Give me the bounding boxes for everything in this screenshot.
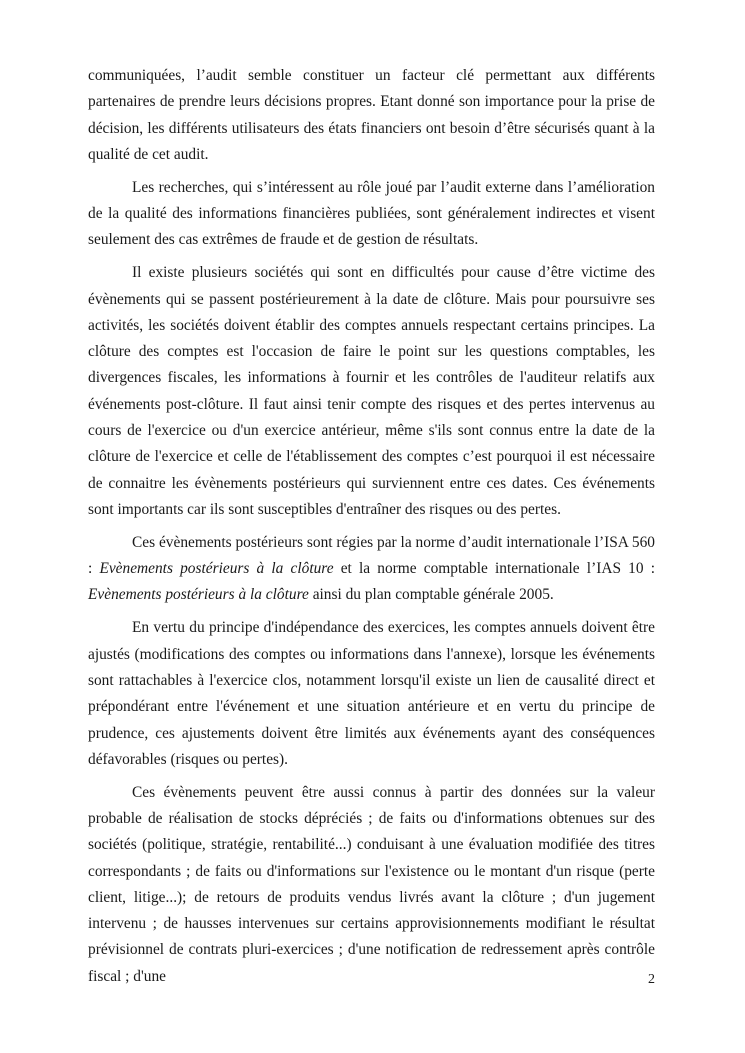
paragraph-1: communiquées, l’audit semble constituer un facteur clé permettant aux différents partenaires de prendre leurs décisions propres. Etant donné son importance pour la prise de décision, les différents utilisateurs des états financiers ont besoin d’être sécurisés quant à la qualité de cet audit. bbox=[88, 67, 655, 163]
paragraph-4-text: ainsi du plan comptable générale 2005. bbox=[308, 586, 554, 604]
paragraph-3: Il existe plusieurs sociétés qui sont en difficultés pour cause d’être victime des évènements qui se passent postérieurement à la date de clôture. Mais pour poursuivre ses activités, les sociétés doivent établir des comptes annuels respectant certains principes. La clôture des comptes est l'occasion de faire le point sur les questions comptables, les divergences fiscales, les informations à fournir et les contrôles de l'auditeur relatifs aux événements post-clôture. Il faut ainsi tenir compte des risques et des pertes intervenus au cours de l'exercice ou d'un exercice antérieur, même s'ils sont connus entre la date de la clôture de l'exercice et celle de l'établissement des comptes c’est pourquoi il est nécessaire de connaitre les évènements postérieurs qui surviennent entre ces dates. Ces événements sont importants car ils sont susceptibles d'entraîner des risques ou des pertes. bbox=[88, 264, 655, 518]
ias-10-title: Evènements postérieurs à la clôture bbox=[88, 586, 309, 604]
paragraph-4 bbox=[88, 530, 655, 609]
body-text bbox=[88, 63, 655, 997]
isa-560-title: Evènements postérieurs à la clôture bbox=[99, 560, 334, 578]
paragraph-4-text: Ces évènements postérieurs sont régies par la norme d’audit internationale l’ISA 560 : bbox=[88, 533, 655, 578]
page-number: 2 bbox=[648, 972, 655, 987]
paragraph-2: Les recherches, qui s’intéressent au rôle joué par l’audit externe dans l’amélioration de la qualité des informations financières publiées, sont généralement indirectes et visent seulement des cas extrêmes de fraude et de gestion de résultats. bbox=[88, 178, 655, 249]
paragraph-4-text: et la norme comptable internationale l’IAS 10 : bbox=[333, 560, 655, 578]
paragraph-6: Ces évènements peuvent être aussi connus à partir des données sur la valeur probable de réalisation de stocks dépréciés ; de faits ou d'informations obtenues sur des sociétés (politique, stratégie, rentabilité...) conduisant à une évaluation modifiée des titres correspondants ; de faits ou d'informations sur l'existence ou le montant d'un risque (perte client, litige...); de retours de produits vendus livrés avant la clôture ; d'un jugement intervenu ; de hausses intervenues sur certains approvisionnements modifiant le résultat prévisionnel de contrats pluri-exercices ; d'une notification de redressement après contrôle fiscal ; d'une bbox=[88, 783, 655, 985]
paragraph-5: En vertu du principe d'indépendance des exercices, les comptes annuels doivent être ajustés (modifications des comptes ou informations dans l'annexe), lorsque les événements sont rattachables à l'exercice clos, notamment lorsqu'il existe un lien de causalité direct et prépondérant entre l'événement et une situation antérieure et en vertu du principe de prudence, ces ajustements doivent être limités aux événements ayant des conséquences défavorables (risques ou pertes). bbox=[88, 619, 655, 768]
